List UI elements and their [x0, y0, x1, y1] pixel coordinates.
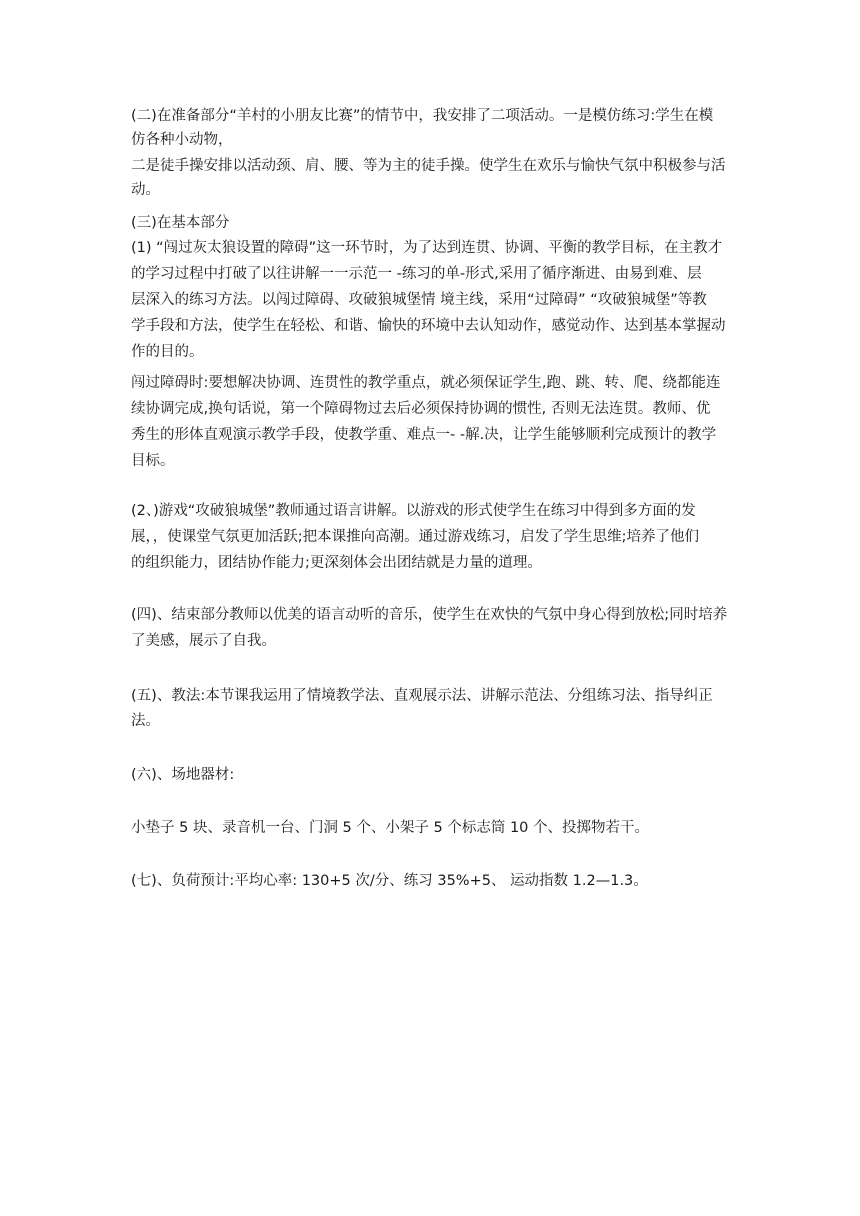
text-line: 了美感，展示了自我。 [131, 633, 276, 649]
text-line: (2、)游戏“攻破狼城堡”教师通过语言讲解。以游戏的形式使学生在练习中得到多方面的发 [131, 503, 696, 519]
text-line: (七)、负荷预计:平均心率: 130+5 次/分、练习 35%+5、 运动指数 1.2—1.3。 [131, 873, 648, 889]
section-heading: (六)、场地器材: [131, 767, 235, 783]
text-line: 小垫子 5 块、录音机一台、门洞 5 个、小架子 5 个标志筒 10 个、投掷物若干。 [131, 820, 649, 836]
text-line: 的学习过程中打破了以往讲解一一示范一 -练习的单-形式,采用了循序渐进、由易到难、层 [131, 266, 702, 282]
text-line: (四)、结束部分教师以优美的语言动听的音乐，使学生在欢快的气氛中身心得到放松;同时培养 [131, 607, 728, 623]
text-line: 动。 [131, 182, 160, 198]
text-line: (1) “闯过灰太狼设置的障碍”这一环节时，为了达到连贯、协调、平衡的教学目标，在主教才 [131, 240, 723, 256]
text-line: (二)在准备部分“羊村的小朋友比赛”的情节中，我安排了二项活动。一是模仿练习:学生在模 [131, 108, 714, 124]
text-line: (五)、教法:本节课我运用了情境教学法、直观展示法、讲解示范法、分组练习法、指导纠正 [131, 688, 713, 704]
text-line: 仿各种小动物， [131, 132, 233, 148]
text-line: 二是徒手操安排以活动颈、肩、腰、等为主的徒手操。使学生在欢乐与愉快气氛中积极参与活 [131, 158, 726, 174]
text-line: 法。 [131, 713, 160, 729]
text-line: 的组织能力，团结协作能力;更深刻体会出团结就是力量的道理。 [131, 555, 542, 571]
text-line: 展，，使课堂气氛更加活跃;把本课推向高潮。通过游戏练习，启发了学生思维;培养了他们 [131, 529, 700, 545]
text-line: 学手段和方法，使学生在轻松、和谐、愉快的环境中去认知动作，感觉动作、达到基本掌握动 [131, 318, 726, 334]
text-line: 层深入的练习方法。以闯过障碍、攻破狼城堡情 境主线，采用“过障碍” “攻破狼城堡”等教 [131, 292, 707, 308]
text-line: 秀生的形体直观演示教学手段，使教学重、难点一- -解.决，让学生能够顺利完成预计的教学 [131, 427, 717, 443]
text-line: 闯过障碍时:要想解决协调、连贯性的教学重点，就必须保证学生,跑、跳、转、爬、绕都能连 [131, 375, 721, 391]
text-line: 作的目的。 [131, 344, 204, 360]
text-line: 续协调完成,换句话说，第一个障碍物过去后必须保持协调的惯性, 否则无法连贯。教师、优 [131, 401, 711, 417]
section-heading: (三)在基本部分 [131, 215, 230, 231]
text-line: 目标。 [131, 453, 175, 469]
